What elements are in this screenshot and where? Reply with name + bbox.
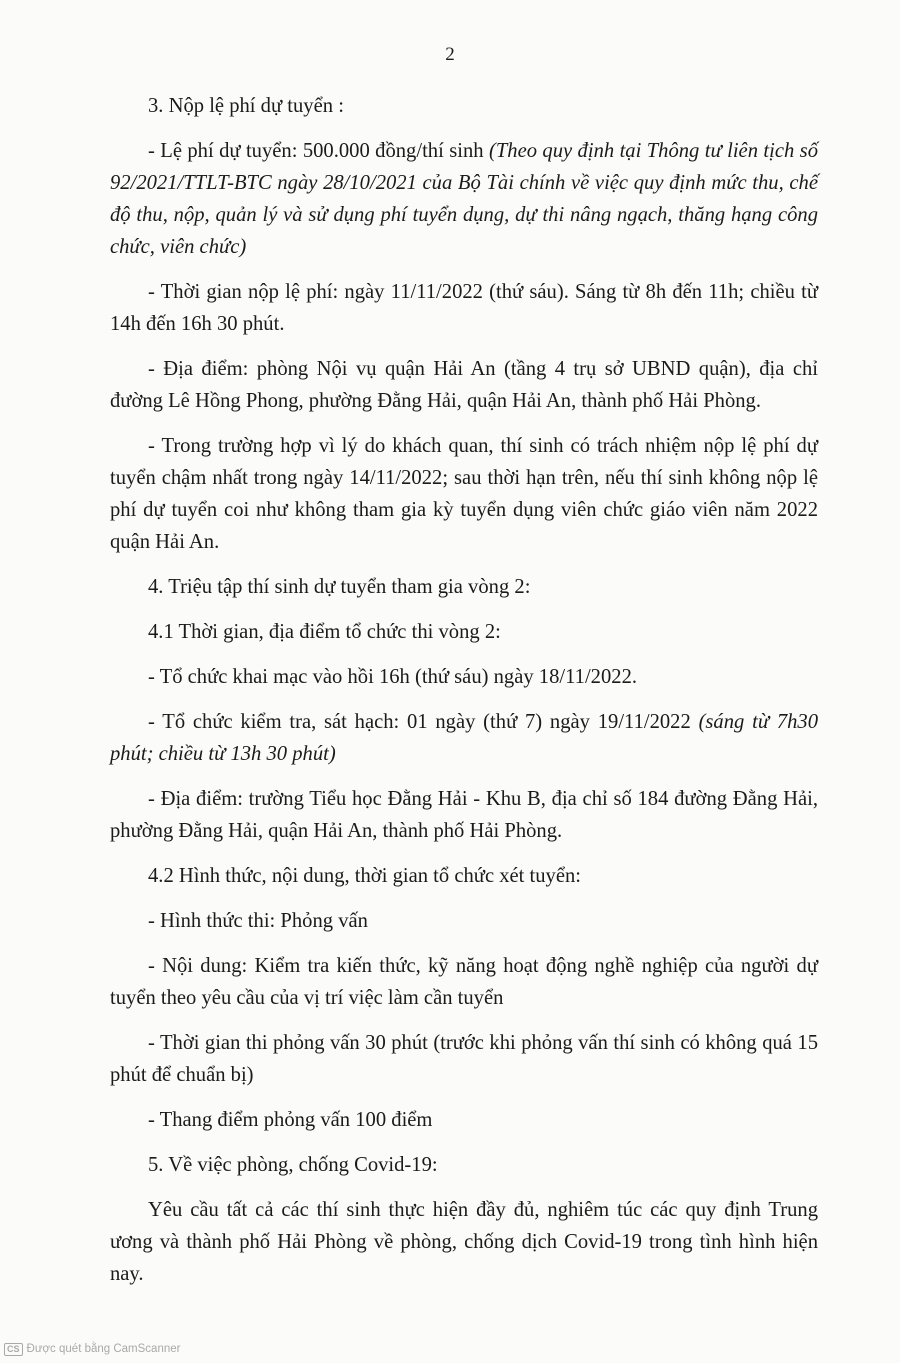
exam-schedule: (sáng từ 7h30 phút; chiều từ 13h 30 phút): [110, 711, 819, 765]
camscanner-footer: [4, 1341, 180, 1357]
section-4-heading: 4. Triệu tập thí sinh dự tuyển tham gia vòng 2:: [148, 576, 531, 598]
section-3-heading: 3. Nộp lệ phí dự tuyển :: [148, 95, 344, 117]
fee-paragraph: [110, 135, 818, 263]
exam-content-paragraph: - Nội dung: Kiểm tra kiến thức, kỹ năng hoạt động nghề nghiệp của người dự tuyển theo yêu cầu của vị trí việc làm cần tuyển: [110, 955, 818, 1009]
fee-location-paragraph: - Địa điểm: phòng Nội vụ quận Hải An (tầng 4 trụ sở UBND quận), địa chỉ đường Lê Hồng Phong, phường Đằng Hải, quận Hải An, thành phố Hải Phòng.: [110, 358, 818, 412]
covid-paragraph: Yêu cầu tất cả các thí sinh thực hiện đầy đủ, nghiêm túc các quy định Trung ương và thành phố Hải Phòng về phòng, chống dịch Covid-19 trong tình hình hiện nay.: [110, 1199, 818, 1285]
fee-legal-basis: (Theo quy định tại Thông tư liên tịch số 92/2021/TTLT-BTC ngày 28/10/2021 của Bộ Tài chính về việc quy định mức thu, chế độ thu, nộp, quản lý và sử dụng phí tuyển dụng, dự thi nâng ngạch, thăng hạng công chức, viên chức): [110, 140, 818, 258]
exam-text: - Tổ chức kiểm tra, sát hạch: 01 ngày (thứ 7) ngày 19/11/2022: [148, 711, 699, 733]
camscanner-watermark-text: Được quét bằng CamScanner: [26, 1343, 181, 1355]
section-5-heading: 5. Về việc phòng, chống Covid-19:: [148, 1154, 438, 1176]
score-scale-paragraph: - Thang điểm phỏng vấn 100 điểm: [148, 1109, 433, 1131]
late-fee-paragraph: - Trong trường hợp vì lý do khách quan, thí sinh có trách nhiệm nộp lệ phí dự tuyển chậm nhất trong ngày 14/11/2022; sau thời hạn trên, nếu thí sinh không nộp lệ phí dự tuyển coi như không tham gia kỳ tuyển dụng viên chức giáo viên năm 2022 quận Hải An.: [110, 435, 818, 553]
venue-paragraph: - Địa điểm: trường Tiểu học Đằng Hải - Khu B, địa chỉ số 184 đường Đằng Hải, phường Đằng Hải, quận Hải An, thành phố Hải Phòng.: [110, 788, 818, 842]
exam-paragraph: [110, 706, 818, 770]
fee-time-paragraph: - Thời gian nộp lệ phí: ngày 11/11/2022 (thứ sáu). Sáng từ 8h đến 11h; chiều từ 14h đến 16h 30 phút.: [110, 281, 818, 335]
subsection-4-2-heading: 4.2 Hình thức, nội dung, thời gian tổ chức xét tuyển:: [148, 865, 582, 887]
opening-paragraph: - Tổ chức khai mạc vào hồi 16h (thứ sáu) ngày 18/11/2022.: [148, 666, 638, 688]
document-body: [110, 90, 818, 1290]
page-number: 2: [445, 44, 455, 65]
exam-form-paragraph: - Hình thức thi: Phỏng vấn: [148, 910, 368, 932]
subsection-4-1-heading: 4.1 Thời gian, địa điểm tổ chức thi vòng 2:: [148, 621, 501, 643]
exam-duration-paragraph: - Thời gian thi phỏng vấn 30 phút (trước khi phỏng vấn thí sinh có không quá 15 phút để chuẩn bị): [110, 1032, 818, 1086]
camscanner-logo-icon: CS: [4, 1343, 23, 1356]
fee-text: - Lệ phí dự tuyển: 500.000 đồng/thí sinh: [148, 140, 489, 162]
